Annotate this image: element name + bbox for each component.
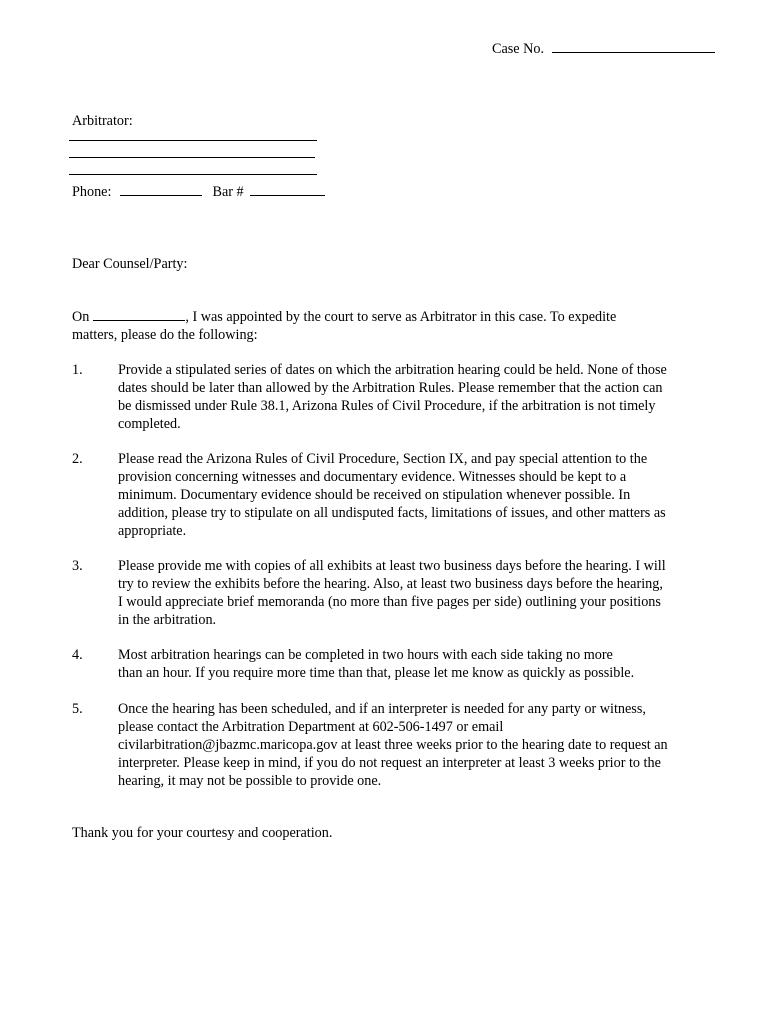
item-text-line: Please provide me with copies of all exhibits at least two business days before the hearing. I will	[118, 558, 666, 574]
item-text-line: addition, please try to stipulate on all undisputed facts, limitations of issues, and other matters as	[118, 505, 666, 521]
intro-paragraph	[72, 307, 712, 344]
item-text-line: hearing, it may not be possible to provide one.	[118, 773, 382, 789]
item-text-line: I would appreciate brief memoranda (no more than five pages per side) outlining your positions	[118, 594, 661, 610]
item-text-line: provision concerning witnesses and documentary evidence. Witnesses should be kept to a	[118, 469, 627, 485]
item-text-line: Provide a stipulated series of dates on which the arbitration hearing could be held. None of those	[118, 362, 667, 378]
item-text-line: than an hour. If you require more time than that, please let me know as quickly as possible.	[118, 665, 635, 681]
intro-on: On	[72, 309, 90, 325]
item-number: 4.	[72, 647, 83, 663]
item-text-line: in the arbitration.	[118, 612, 217, 628]
item-text-line: Please read the Arizona Rules of Civil Procedure, Section IX, and pay special attention to the	[118, 451, 648, 467]
bar-label: Bar #	[212, 184, 244, 200]
item-text-line: please contact the Arbitration Department at 602-506-1497 or email	[118, 719, 504, 735]
item-number: 1.	[72, 362, 83, 378]
item-text-line: completed.	[118, 416, 181, 432]
item-text-line: interpreter. Please keep in mind, if you do not request an interpreter at least 3 weeks prior to the	[118, 755, 661, 771]
arbitrator-address-line-1[interactable]	[69, 157, 315, 158]
phone-bar-row	[72, 182, 325, 201]
arbitrator-name-line[interactable]	[69, 140, 317, 141]
case-number-label: Case No.	[492, 41, 545, 57]
arbitrator-label: Arbitrator:	[72, 113, 133, 129]
intro-text-line-2: matters, please do the following:	[72, 327, 258, 343]
phone-field[interactable]	[120, 182, 202, 196]
phone-label: Phone:	[72, 184, 112, 200]
case-number	[492, 39, 715, 58]
item-number: 2.	[72, 451, 83, 467]
item-text-line: Once the hearing has been scheduled, and if an interpreter is needed for any party or witness,	[118, 701, 646, 717]
intro-text: , I was appointed by the court to serve as Arbitrator in this case. To expedite	[185, 309, 617, 325]
appointment-date-field[interactable]	[93, 307, 185, 321]
item-number: 5.	[72, 701, 83, 717]
item-text-line: be dismissed under Rule 38.1, Arizona Rules of Civil Procedure, if the arbitration is not timely	[118, 398, 656, 414]
closing-line: Thank you for your courtesy and cooperation.	[72, 825, 333, 841]
item-text-line: try to review the exhibits before the hearing. Also, at least two business days before the hearing,	[118, 576, 663, 592]
item-text-line: Most arbitration hearings can be completed in two hours with each side taking no more	[118, 647, 613, 663]
item-text-line: dates should be later than allowed by the Arbitration Rules. Please remember that the action can	[118, 380, 663, 396]
item-text-line: minimum. Documentary evidence should be received on stipulation whenever possible. In	[118, 487, 631, 503]
item-text-line: appropriate.	[118, 523, 187, 539]
case-number-field[interactable]	[552, 39, 715, 53]
item-number: 3.	[72, 558, 83, 574]
item-text-line: civilarbitration@jbazmc.maricopa.gov at least three weeks prior to the hearing date to request an	[118, 737, 668, 753]
bar-number-field[interactable]	[250, 182, 325, 196]
salutation: Dear Counsel/Party:	[72, 256, 188, 272]
arbitrator-address-line-2[interactable]	[69, 174, 317, 175]
